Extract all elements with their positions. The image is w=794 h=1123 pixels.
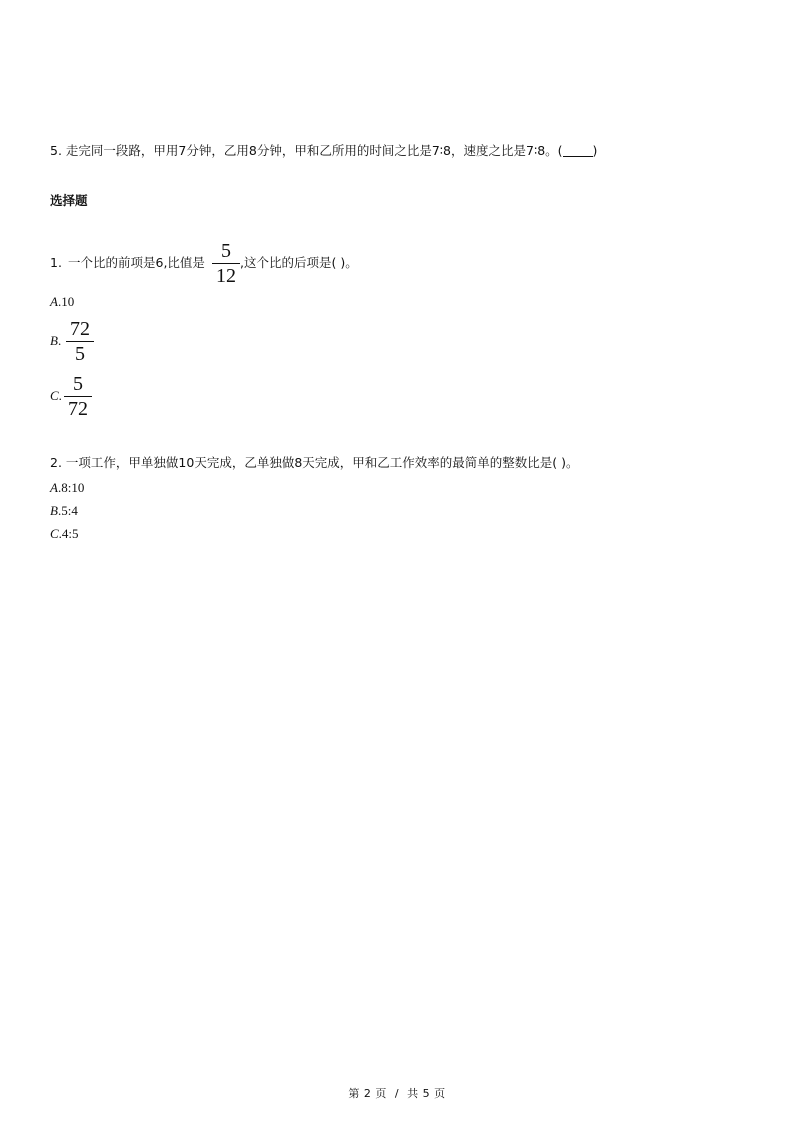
fraction-bar [66, 341, 94, 342]
page-footer: 第 2 页 / 共 5 页 [348, 1087, 446, 1100]
q1-option-b-fraction [66, 319, 94, 364]
fraction-numerator: 5 [73, 373, 83, 395]
fraction-bar [212, 263, 240, 264]
option-text: .4:5 [58, 526, 79, 541]
q1-option-a[interactable] [50, 294, 74, 310]
question-1-fraction [212, 241, 240, 286]
answer-open-paren: ( [557, 143, 563, 158]
fraction-numerator: 72 [70, 318, 90, 340]
q2-option-c[interactable] [50, 526, 79, 542]
answer-blank[interactable] [563, 144, 593, 157]
option-letter: B [50, 333, 58, 348]
fraction-bar [64, 396, 92, 397]
option-letter: C [50, 526, 59, 541]
answer-close-paren: ) [592, 143, 598, 158]
section-title: 选择题 [50, 193, 88, 208]
question-number: 2. [50, 455, 62, 470]
q2-option-a[interactable] [50, 480, 84, 496]
q2-option-b[interactable] [50, 503, 78, 519]
option-text: .8:10 [57, 480, 85, 495]
question-text: 一项工作，甲单独做10天完成，乙单独做8天完成，甲和乙工作效率的最简单的整数比是( )。 [65, 455, 579, 470]
question-5 [50, 143, 597, 159]
question-1-text-before: 一个比的前项是6,比值是 [68, 255, 205, 270]
option-letter: B [50, 503, 58, 518]
question-1-number: 1. [50, 255, 62, 270]
question-1-text-after: ,这个比的后项是( )。 [240, 255, 358, 270]
fraction-numerator: 5 [221, 240, 231, 262]
option-separator: . [57, 333, 62, 348]
option-text: .5:4 [57, 503, 78, 518]
q1-option-c[interactable] [50, 388, 62, 404]
option-separator: . [58, 388, 62, 403]
question-number: 5. [50, 143, 62, 158]
q1-option-b[interactable] [50, 333, 61, 349]
option-text: .10 [57, 294, 75, 309]
option-letter: C [50, 388, 59, 403]
question-2 [50, 455, 579, 471]
fraction-denominator: 5 [75, 343, 85, 365]
option-letter: A [50, 294, 58, 309]
question-text: 走完同一段路，甲用7分钟，乙用8分钟，甲和乙所用的时间之比是7∶8，速度之比是7∶8。 [65, 143, 558, 158]
option-letter: A [50, 480, 58, 495]
fraction-denominator: 72 [68, 398, 88, 420]
q1-option-c-fraction [64, 374, 92, 419]
fraction-denominator: 12 [216, 265, 236, 287]
